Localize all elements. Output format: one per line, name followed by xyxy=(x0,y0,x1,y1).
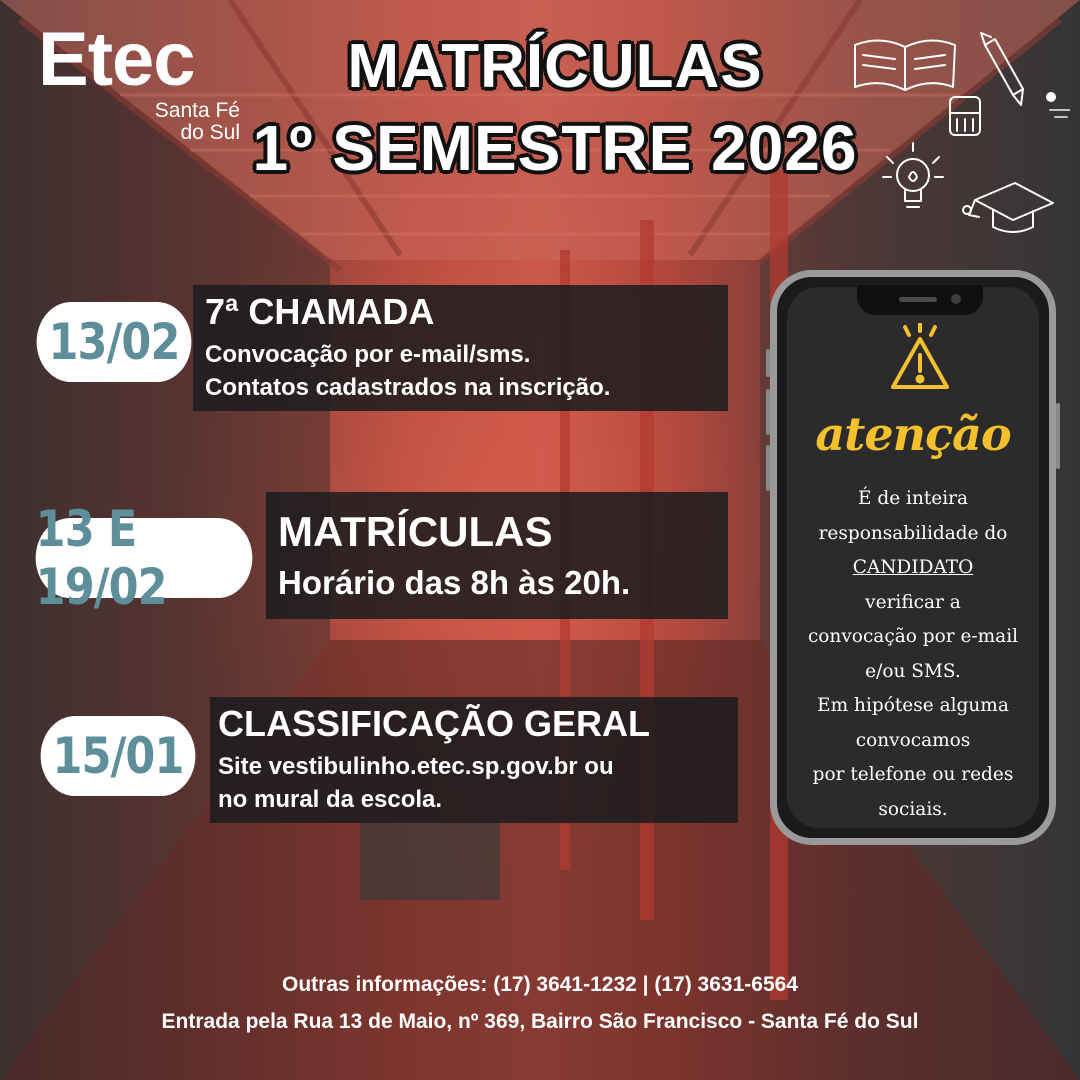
notice-line: verificar a xyxy=(865,591,961,613)
school-doodles xyxy=(845,15,1070,240)
phone-side-button xyxy=(766,349,770,377)
eraser-icon xyxy=(950,97,980,135)
logo-wordmark: Etec xyxy=(38,17,195,102)
graduation-cap-icon xyxy=(963,183,1053,232)
event-title: MATRÍCULAS xyxy=(278,508,553,555)
pencil-icon xyxy=(981,33,1055,105)
event-detail-line2: no mural da escola. xyxy=(218,786,443,813)
lightbulb-icon xyxy=(883,143,943,207)
phone-camera xyxy=(951,294,961,304)
notice-line: convocação por e-mail xyxy=(807,626,1019,647)
event-title: CLASSIFICAÇÃO GERAL xyxy=(218,703,650,744)
notice-line: É de inteira xyxy=(857,488,969,509)
event-detail-line1: Convocação por e-mail/sms. xyxy=(205,341,531,368)
event-card xyxy=(266,492,728,619)
phone-mockup xyxy=(770,270,1056,845)
notice-line: responsabilidade do xyxy=(818,522,1008,544)
logo-campus-line1: Santa Fé xyxy=(154,99,240,122)
attention-notice xyxy=(787,482,1039,827)
notice-line: por telefone ou redes xyxy=(812,764,1014,785)
headline-subtitle: 1º SEMESTRE 2026 xyxy=(252,112,858,184)
phone-speaker xyxy=(899,297,937,302)
open-book-icon xyxy=(855,40,955,90)
phone-side-button xyxy=(1056,403,1060,469)
notice-line: Em hipótese alguma xyxy=(817,695,1009,716)
event-date-badge: 13/02 xyxy=(37,302,192,382)
phone-notch xyxy=(857,285,983,315)
notice-line: convocamos xyxy=(855,729,971,751)
headline-title: MATRÍCULAS xyxy=(347,32,763,101)
contact-info: Outras informações: (17) 3641-1232 | (17) 3631-6564 xyxy=(282,973,798,996)
warning-icon xyxy=(885,323,955,395)
event-card xyxy=(193,285,728,411)
event-detail-line1: Site vestibulinho.etec.sp.gov.br ou xyxy=(218,753,614,780)
event-date-badge: 15/01 xyxy=(41,716,196,796)
event-title: 7ª CHAMADA xyxy=(205,291,435,332)
event-detail-line1: Horário das 8h às 20h. xyxy=(278,564,631,601)
phone-side-button xyxy=(766,389,770,435)
attention-heading: atenção xyxy=(815,407,1011,461)
event-card xyxy=(210,697,738,823)
logo-campus-line2: do Sul xyxy=(180,121,240,144)
notice-line: sociais. xyxy=(878,798,948,820)
logo-campus xyxy=(118,100,240,144)
etec-logo xyxy=(38,17,240,144)
notice-line-emphasis: CANDIDATO xyxy=(852,557,974,578)
event-detail-line2: Contatos cadastrados na inscrição. xyxy=(205,374,611,401)
notice-line: e/ou SMS. xyxy=(865,660,961,682)
event-date-badge: 13 E 19/02 xyxy=(36,518,253,598)
phone-screen xyxy=(787,287,1039,828)
phone-side-button xyxy=(766,445,770,491)
address-info: Entrada pela Rua 13 de Maio, nº 369, Bairro São Francisco - Santa Fé do Sul xyxy=(161,1010,919,1033)
